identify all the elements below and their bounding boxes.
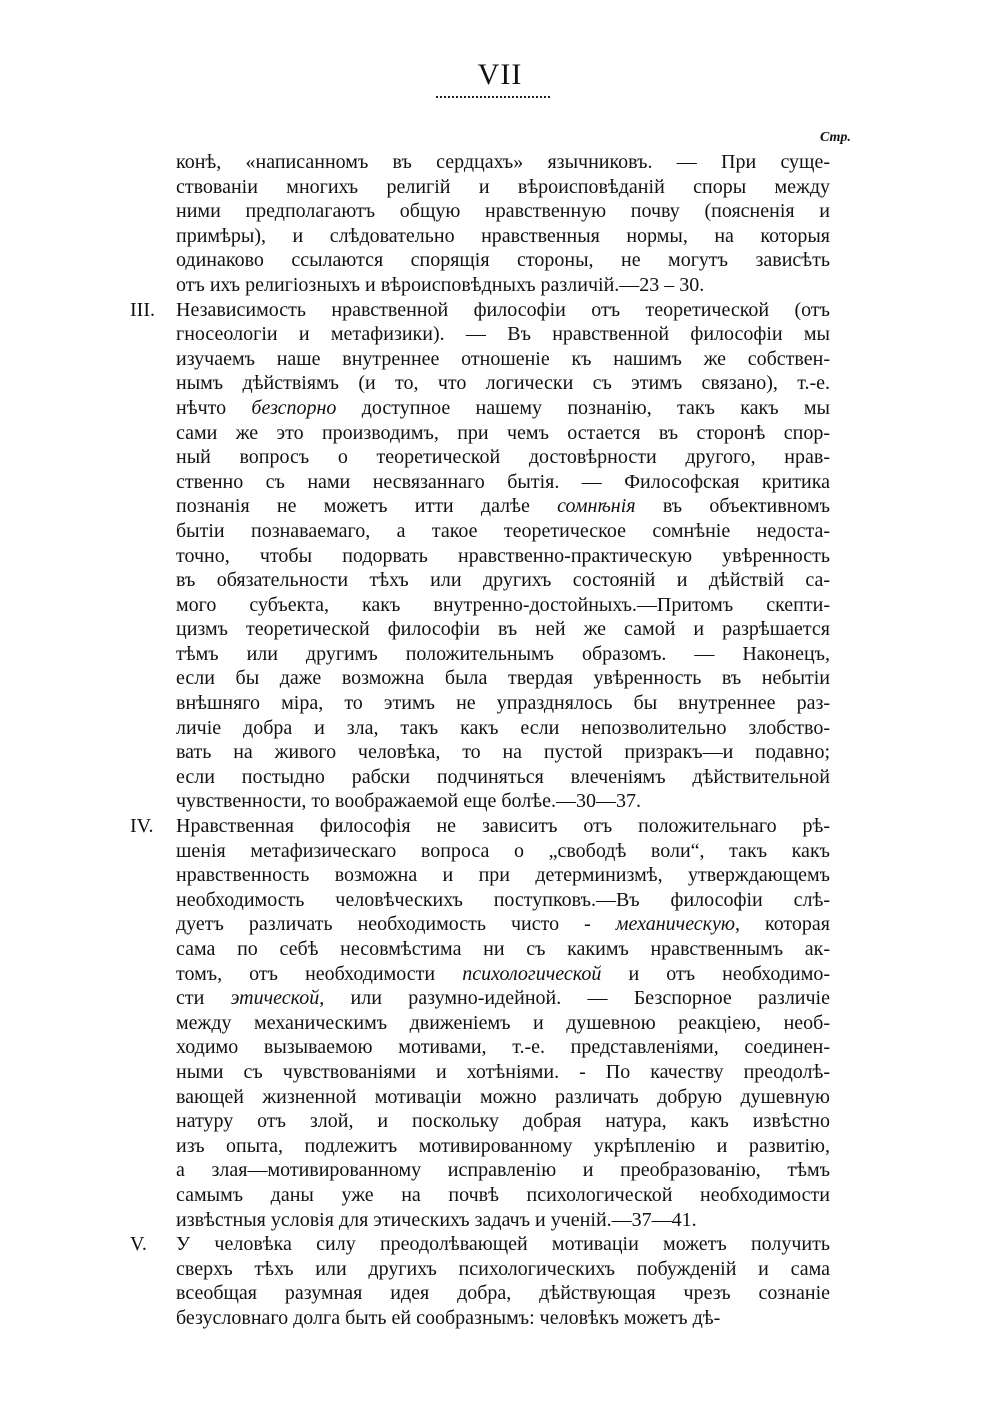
text-run: если бы даже возможна была твердая увѣренность въ небытіи [176,667,830,690]
text-line [176,273,830,298]
text-run: Нравственная философія не зависитъ отъ положительнаго рѣ- [176,815,830,838]
text-run: У человѣка силу преодолѣвающей мотиваціи можетъ получить [176,1233,830,1256]
text-run: тѣмъ или другимъ положительнымъ образомъ. — Наконецъ, [176,642,830,665]
text-line [176,396,830,421]
text-line [176,617,830,642]
section-numeral: V. [130,1233,147,1256]
text-line [176,1257,830,1282]
text-run: вать на живого человѣка, то на пустой призракъ—и подавно; [176,741,830,764]
text-run: нравственность возможна и при детерминизмѣ, утверждающемъ [176,864,830,887]
text-line [176,765,830,790]
text-run: сама по себѣ несовмѣстима ни съ какимъ нравственнымъ ак- [176,938,830,960]
text-run: томъ, отъ необходимости [176,962,463,985]
text-run: изучаемъ наше внутреннее отношеніе къ нашимъ же собствен- [176,347,830,370]
text-run: самымъ даны уже на почвѣ психологической необходимости [176,1183,830,1206]
text-line [176,789,830,814]
text-line [176,912,830,937]
text-run: бытіи познаваемаго, а такое теоретическое сомнѣніе недоста- [176,519,830,542]
emphasized-text: безспорно [251,396,337,419]
text-line [176,421,830,446]
text-line [176,568,830,593]
text-line [176,175,830,200]
text-run: натуру отъ злой, и поскольку добрая натура, какъ извѣстно [176,1110,830,1133]
section-numeral: IV. [130,815,154,838]
text-run: ственно съ нами несвязаннаго бытія. — Философская критика [176,470,830,493]
text-run: сти [176,987,231,1010]
text-run: чувственности, то воображаемой еще болѣе.—30—37. [176,790,641,813]
text-line [176,962,830,987]
text-line [176,1134,830,1159]
text-run: безусловнаго долга быть ей сообразнымъ: человѣкъ можетъ дѣ- [176,1306,721,1329]
page-column-label: Стр. [820,130,851,145]
text-run: всеобщая разумная идея добра, дѣйствующая чрезъ сознаніе [176,1282,830,1305]
text-run: Независимость нравственной философіи отъ теоретической (отъ [176,298,830,321]
text-run: гносеологіи и метафизики). — Въ нравственной философіи мы [176,323,830,346]
text-run: сами же это производимъ, при чемъ остается въ сторонѣ спор- [176,421,830,444]
page-number: VII [477,58,523,91]
paragraph [130,814,830,1232]
text-line [176,1232,830,1257]
text-run: доступное нашему познанію, такъ какъ мы [336,396,830,419]
text-line [176,544,830,569]
text-line [176,1085,830,1110]
text-line [176,642,830,667]
text-line [176,470,830,495]
text-line [176,248,830,273]
text-line [176,494,830,519]
text-run: ствованіи многихъ религій и вѣроисповѣданій споры между [176,175,830,198]
text-line [176,445,830,470]
text-line [176,1035,830,1060]
text-run: личіе добра и зла, такъ какъ если непозволительно злобство- [176,716,830,739]
text-line [176,986,830,1011]
text-run: нѣчто [176,396,252,419]
text-line [176,322,830,347]
text-run: сверхъ тѣхъ или другихъ психологическихъ побужденій и сама [176,1257,830,1280]
text-run: дуетъ различать необходимость чисто - [176,913,616,936]
text-line [176,1208,830,1233]
text-run: извѣстныя условія для этическихъ задачъ и ученій.—37—41. [176,1208,697,1231]
text-run: отъ ихъ религіозныхъ и вѣроисповѣдныхъ различій.—23 – 30. [176,273,705,296]
text-run: ными съ чувствованіями и хотѣніями. - По качеству преодолѣ- [176,1060,830,1083]
text-run: точно, чтобы подорвать нравственно-практическую увѣренность [176,544,830,567]
paragraph [130,150,830,298]
text-run: одинаково ссылаются спорящія стороны, не могутъ зависѣть [176,249,830,272]
text-line [176,937,830,962]
text-line [176,593,830,618]
text-line [176,224,830,249]
text-run: и отъ необходимо- [601,962,830,985]
text-line [176,863,830,888]
text-line [176,1109,830,1134]
paragraph [130,1232,830,1330]
text-run: въ обязательности тѣхъ или другихъ состояній и дѣйствій са- [176,569,830,592]
text-line [176,1158,830,1183]
text-line [176,199,830,224]
text-run: примѣры), и слѣдовательно нравственныя нормы, на которыя [176,224,830,247]
text-line [176,691,830,716]
paragraph [130,298,830,814]
text-line [176,814,830,839]
text-run: нымъ дѣйствіямъ (и то, что логически съ этимъ связано), т.-е. [176,372,830,395]
emphasized-text: психологической [462,962,602,985]
text-run: , или разумно-идейной. — Безспорное различіе [319,987,830,1010]
text-line [176,716,830,741]
text-run: конѣ, «написанномъ въ сердцахъ» язычниковъ. — При суще- [176,151,830,173]
emphasized-text: механическую [615,913,736,936]
text-line [176,1183,830,1208]
header-dotted-rule [436,96,550,98]
text-run: необходимость человѣческихъ поступковъ.—Въ философіи слѣ- [176,888,830,911]
text-run: мого субъекта, какъ внутренно-достойныхъ.—Притомъ скепти- [176,593,830,616]
text-run: , которая [735,913,830,936]
text-line [176,888,830,913]
text-run: ный вопросъ о теоретической достовѣрности другого, нрав- [176,446,830,469]
text-line [176,1306,830,1331]
text-line [176,839,830,864]
emphasized-text: сомнѣнія [557,495,636,518]
text-run: въ объективномъ [635,495,830,518]
text-run: ними предполагаютъ общую нравственную почву (поясненія и [176,200,830,223]
text-run: вающей жизненной мотиваціи можно различать добрую душевную [176,1085,830,1108]
text-line [176,740,830,765]
text-line [176,1281,830,1306]
text-line [176,666,830,691]
text-line [176,150,830,175]
text-line [176,298,830,323]
text-run: шенія метафизическаго вопроса о „свободѣ воли“, такъ какъ [176,839,830,862]
text-line [176,1060,830,1085]
text-run: внѣшняго міра, то этимъ не упразднялось бы внутреннее раз- [176,692,830,715]
text-run: цизмъ теоретической философіи въ ней же самой и разрѣшается [176,618,830,641]
text-line [176,1011,830,1036]
text-line [176,371,830,396]
text-run: если постыдно рабски подчиняться влеченіямъ дѣйствительной [176,765,830,788]
text-line [176,519,830,544]
text-run: ходимо вызываемою мотивами, т.-е. представленіями, соединен- [176,1036,830,1059]
text-run: между механическимъ движеніемъ и душевною реакціею, необ- [176,1011,830,1034]
body-text [130,150,830,1331]
section-numeral: III. [130,298,155,321]
text-run: изъ опыта, подлежитъ мотивированному укрѣпленію и развитію, [176,1134,830,1157]
text-line [176,347,830,372]
text-run: познанія не можетъ итти далѣе [176,495,558,518]
text-run: а злая—мотивированному исправленію и преобразованію, тѣмъ [176,1159,830,1182]
emphasized-text: этической [230,987,320,1010]
